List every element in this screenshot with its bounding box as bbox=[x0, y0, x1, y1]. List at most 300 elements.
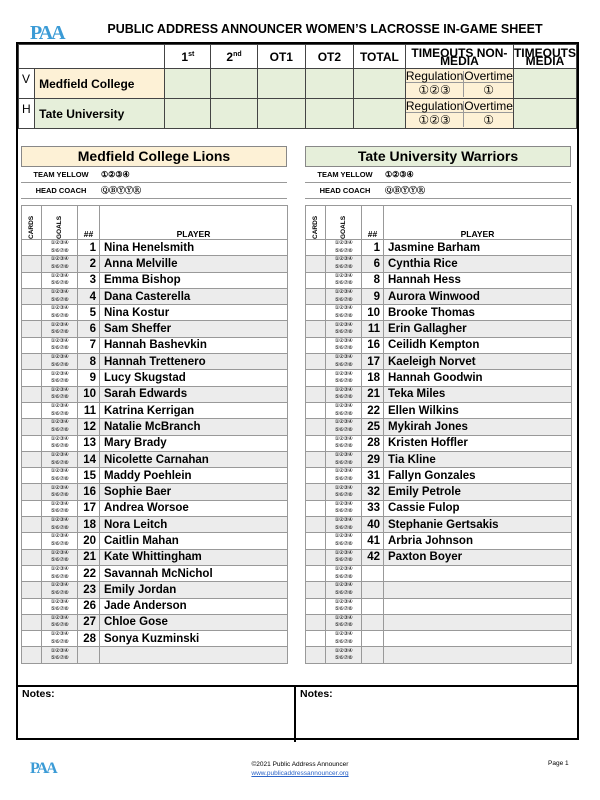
cards-cell[interactable] bbox=[22, 598, 42, 614]
goals-cell[interactable]: ①②③④ ⑤⑥⑦⑧ bbox=[326, 484, 362, 500]
number-header: ## bbox=[78, 206, 100, 240]
player-name: Paxton Boyer bbox=[384, 549, 572, 565]
player-name: Stephanie Gertsakis bbox=[384, 517, 572, 533]
goals-cell[interactable]: ①②③④ ⑤⑥⑦⑧ bbox=[42, 272, 78, 288]
goals-cell[interactable]: ①②③④ ⑤⑥⑦⑧ bbox=[42, 533, 78, 549]
player-name: Cynthia Rice bbox=[384, 256, 572, 272]
player-name: Aurora Winwood bbox=[384, 288, 572, 304]
timeouts-nonmedia-header: TIMEOUTS NON-MEDIA bbox=[405, 45, 513, 69]
goals-cell[interactable]: ①②③④ ⑤⑥⑦⑧ bbox=[326, 354, 362, 370]
cards-cell[interactable] bbox=[22, 468, 42, 484]
goals-cell[interactable]: ①②③④ ⑤⑥⑦⑧ bbox=[42, 354, 78, 370]
table-row bbox=[306, 517, 572, 533]
player-name: Katrina Kerrigan bbox=[100, 402, 288, 418]
cards-cell[interactable] bbox=[22, 451, 42, 467]
goals-cell[interactable]: ①②③④ ⑤⑥⑦⑧ bbox=[326, 419, 362, 435]
player-number: 16 bbox=[78, 484, 100, 500]
table-row bbox=[306, 582, 572, 598]
home-score-1st[interactable] bbox=[165, 99, 211, 129]
player-number: 12 bbox=[78, 419, 100, 435]
cards-cell[interactable] bbox=[22, 240, 42, 256]
cards-cell[interactable] bbox=[22, 614, 42, 630]
player-name: Ellen Wilkins bbox=[384, 402, 572, 418]
player-name bbox=[384, 614, 572, 630]
cards-cell[interactable] bbox=[22, 370, 42, 386]
player-number: 13 bbox=[78, 435, 100, 451]
visitor-score-ot2[interactable] bbox=[305, 69, 353, 99]
goals-cell[interactable]: ①②③④ ⑤⑥⑦⑧ bbox=[326, 386, 362, 402]
home-score-2nd[interactable] bbox=[211, 99, 257, 129]
goals-cell[interactable]: ①②③④ ⑤⑥⑦⑧ bbox=[42, 240, 78, 256]
table-row bbox=[306, 321, 572, 337]
goals-cell[interactable]: ①②③④ ⑤⑥⑦⑧ bbox=[42, 484, 78, 500]
cards-cell[interactable] bbox=[22, 435, 42, 451]
cards-cell[interactable] bbox=[306, 288, 326, 304]
player-number: 8 bbox=[362, 272, 384, 288]
player-number: 41 bbox=[362, 533, 384, 549]
cards-cell[interactable] bbox=[306, 354, 326, 370]
logo: PAA bbox=[30, 22, 64, 44]
player-name: Emma Bishop bbox=[100, 272, 288, 288]
cards-cell[interactable] bbox=[306, 305, 326, 321]
visitor-team-banner: Medfield College Lions bbox=[21, 146, 287, 167]
player-name bbox=[100, 647, 288, 663]
overtime-label: Overtime bbox=[464, 99, 513, 113]
goals-cell[interactable]: ①②③④ ⑤⑥⑦⑧ bbox=[326, 582, 362, 598]
player-name: Hannah Goodwin bbox=[384, 370, 572, 386]
player-name: Cassie Fulop bbox=[384, 500, 572, 516]
team-color-marks[interactable]: ①②③④ bbox=[385, 170, 414, 179]
player-name: Arbria Johnson bbox=[384, 533, 572, 549]
ot1-header: OT1 bbox=[257, 45, 305, 69]
goals-cell[interactable]: ①②③④ ⑤⑥⑦⑧ bbox=[42, 370, 78, 386]
visitor-score-2nd[interactable] bbox=[211, 69, 257, 99]
visitor-notes[interactable]: Notes: bbox=[22, 688, 55, 700]
goals-cell[interactable]: ①②③④ ⑤⑥⑦⑧ bbox=[42, 614, 78, 630]
player-name: Hannah Trettenero bbox=[100, 354, 288, 370]
player-number: 14 bbox=[78, 451, 100, 467]
goals-cell[interactable]: ①②③④ ⑤⑥⑦⑧ bbox=[326, 451, 362, 467]
goals-cell[interactable]: ①②③④ ⑤⑥⑦⑧ bbox=[42, 468, 78, 484]
player-name: Mykirah Jones bbox=[384, 419, 572, 435]
table-row bbox=[306, 533, 572, 549]
goals-cell[interactable]: ①②③④ ⑤⑥⑦⑧ bbox=[326, 288, 362, 304]
overtime-label: Overtime bbox=[464, 69, 513, 83]
regulation-label: Regulation bbox=[405, 69, 464, 83]
home-roster-table bbox=[305, 205, 572, 664]
visitor-roster-panel bbox=[21, 146, 287, 664]
table-row bbox=[22, 386, 288, 402]
table-row bbox=[22, 240, 288, 256]
cards-cell[interactable] bbox=[306, 549, 326, 565]
player-number: 42 bbox=[362, 549, 384, 565]
table-row bbox=[22, 614, 288, 630]
goals-cell[interactable]: ①②③④ ⑤⑥⑦⑧ bbox=[42, 451, 78, 467]
cards-cell[interactable] bbox=[306, 614, 326, 630]
player-number: 10 bbox=[78, 386, 100, 402]
table-row bbox=[22, 451, 288, 467]
cards-cell[interactable] bbox=[306, 582, 326, 598]
player-number: 31 bbox=[362, 468, 384, 484]
cards-cell[interactable] bbox=[22, 256, 42, 272]
table-row bbox=[22, 256, 288, 272]
home-timeouts-media[interactable] bbox=[513, 99, 576, 129]
table-row bbox=[306, 354, 572, 370]
goals-cell[interactable]: ①②③④ ⑤⑥⑦⑧ bbox=[42, 419, 78, 435]
goals-cell[interactable]: ①②③④ ⑤⑥⑦⑧ bbox=[326, 549, 362, 565]
table-row bbox=[306, 256, 572, 272]
table-row bbox=[22, 598, 288, 614]
goals-cell[interactable]: ①②③④ ⑤⑥⑦⑧ bbox=[326, 321, 362, 337]
player-number: 15 bbox=[78, 468, 100, 484]
goals-cell[interactable]: ①②③④ ⑤⑥⑦⑧ bbox=[326, 565, 362, 581]
player-name: Nina Henelsmith bbox=[100, 240, 288, 256]
player-name: Natalie McBranch bbox=[100, 419, 288, 435]
goals-cell[interactable]: ①②③④ ⑤⑥⑦⑧ bbox=[326, 256, 362, 272]
home-notes[interactable]: Notes: bbox=[300, 688, 333, 700]
player-number: 27 bbox=[78, 614, 100, 630]
cards-cell[interactable] bbox=[306, 451, 326, 467]
player-number bbox=[362, 614, 384, 630]
head-coach-marks[interactable]: ⓆⒷⓎⓎⓇ bbox=[385, 186, 425, 195]
player-name: Andrea Worsoe bbox=[100, 500, 288, 516]
team-color-marks[interactable]: ①②③④ bbox=[101, 170, 130, 179]
regulation-label: Regulation bbox=[405, 99, 464, 113]
goals-cell[interactable]: ①②③④ ⑤⑥⑦⑧ bbox=[326, 517, 362, 533]
table-row bbox=[306, 484, 572, 500]
table-row bbox=[22, 517, 288, 533]
cards-cell[interactable] bbox=[22, 337, 42, 353]
visitor-score-total[interactable] bbox=[353, 69, 405, 99]
player-number: 25 bbox=[362, 419, 384, 435]
player-number bbox=[362, 647, 384, 663]
player-number: 23 bbox=[78, 582, 100, 598]
timeouts-media-header: TIMEOUTS MEDIA bbox=[513, 45, 576, 68]
player-name: Jasmine Barham bbox=[384, 240, 572, 256]
cards-cell[interactable] bbox=[306, 647, 326, 663]
player-number: 26 bbox=[78, 598, 100, 614]
cards-cell[interactable] bbox=[306, 533, 326, 549]
player-number: 1 bbox=[78, 240, 100, 256]
player-number bbox=[362, 631, 384, 647]
cards-cell[interactable] bbox=[306, 598, 326, 614]
team-color-label: TEAM YELLOW bbox=[33, 170, 89, 179]
table-row bbox=[22, 419, 288, 435]
table-row bbox=[306, 631, 572, 647]
cards-cell[interactable] bbox=[306, 468, 326, 484]
table-row bbox=[306, 614, 572, 630]
player-number: 10 bbox=[362, 305, 384, 321]
player-name: Kaeleigh Norvet bbox=[384, 354, 572, 370]
player-name bbox=[384, 565, 572, 581]
cards-cell[interactable] bbox=[306, 337, 326, 353]
table-row bbox=[306, 451, 572, 467]
player-name: Sam Sheffer bbox=[100, 321, 288, 337]
player-number: 2 bbox=[78, 256, 100, 272]
player-header: PLAYER bbox=[384, 206, 572, 240]
head-coach-row bbox=[305, 183, 571, 199]
goals-cell[interactable]: ①②③④ ⑤⑥⑦⑧ bbox=[326, 337, 362, 353]
player-number: 6 bbox=[78, 321, 100, 337]
player-number: 21 bbox=[78, 549, 100, 565]
player-number: 11 bbox=[78, 402, 100, 418]
table-row bbox=[22, 435, 288, 451]
goals-cell[interactable]: ①②③④ ⑤⑥⑦⑧ bbox=[42, 435, 78, 451]
table-row bbox=[22, 631, 288, 647]
number-header: ## bbox=[362, 206, 384, 240]
player-name: Brooke Thomas bbox=[384, 305, 572, 321]
visitor-team-name: Medfield College bbox=[35, 69, 165, 99]
goals-cell[interactable]: ①②③④ ⑤⑥⑦⑧ bbox=[326, 240, 362, 256]
goals-cell[interactable]: ①②③④ ⑤⑥⑦⑧ bbox=[326, 533, 362, 549]
player-name: Hannah Hess bbox=[384, 272, 572, 288]
goals-header: GOALS bbox=[42, 206, 78, 240]
score-header-blank bbox=[19, 45, 165, 69]
table-row bbox=[22, 565, 288, 581]
goals-cell[interactable]: ①②③④ ⑤⑥⑦⑧ bbox=[326, 500, 362, 516]
player-number: 9 bbox=[78, 370, 100, 386]
goals-cell[interactable]: ①②③④ ⑤⑥⑦⑧ bbox=[42, 565, 78, 581]
goals-cell[interactable]: ①②③④ ⑤⑥⑦⑧ bbox=[326, 614, 362, 630]
player-name: Ceilidh Kempton bbox=[384, 337, 572, 353]
cards-cell[interactable] bbox=[22, 402, 42, 418]
visitor-roster-table bbox=[21, 205, 288, 664]
table-row bbox=[306, 305, 572, 321]
cards-cell[interactable] bbox=[22, 631, 42, 647]
table-row bbox=[22, 484, 288, 500]
player-number: 9 bbox=[362, 288, 384, 304]
home-score-total[interactable] bbox=[353, 99, 405, 129]
goals-cell[interactable]: ①②③④ ⑤⑥⑦⑧ bbox=[42, 288, 78, 304]
period-1-header: 1st bbox=[165, 45, 211, 69]
player-number bbox=[362, 582, 384, 598]
cards-cell[interactable] bbox=[306, 435, 326, 451]
cards-cell[interactable] bbox=[22, 321, 42, 337]
goals-cell[interactable]: ①②③④ ⑤⑥⑦⑧ bbox=[326, 598, 362, 614]
cards-cell[interactable] bbox=[306, 240, 326, 256]
player-name: Sonya Kuzminski bbox=[100, 631, 288, 647]
player-number: 28 bbox=[362, 435, 384, 451]
player-number: 33 bbox=[362, 500, 384, 516]
team-color-label: TEAM YELLOW bbox=[317, 170, 373, 179]
roster-header-row bbox=[306, 206, 572, 240]
cards-cell[interactable] bbox=[306, 631, 326, 647]
home-score-ot1[interactable] bbox=[257, 99, 305, 129]
table-row bbox=[306, 288, 572, 304]
cards-cell[interactable] bbox=[306, 402, 326, 418]
table-row bbox=[306, 565, 572, 581]
player-number: 4 bbox=[78, 288, 100, 304]
head-coach-label: HEAD COACH bbox=[319, 186, 371, 195]
player-name: Nina Kostur bbox=[100, 305, 288, 321]
goals-cell[interactable]: ①②③④ ⑤⑥⑦⑧ bbox=[326, 435, 362, 451]
goals-cell[interactable]: ①②③④ ⑤⑥⑦⑧ bbox=[326, 272, 362, 288]
head-coach-marks[interactable]: ⓆⒷⓎⓎⓇ bbox=[101, 186, 141, 195]
goals-cell[interactable]: ①②③④ ⑤⑥⑦⑧ bbox=[326, 468, 362, 484]
visitor-timeouts-media[interactable] bbox=[513, 69, 576, 99]
player-number: 5 bbox=[78, 305, 100, 321]
goals-cell[interactable]: ①②③④ ⑤⑥⑦⑧ bbox=[42, 386, 78, 402]
cards-cell[interactable] bbox=[22, 533, 42, 549]
player-name: Sarah Edwards bbox=[100, 386, 288, 402]
website-link[interactable]: www.publicaddressannouncer.org bbox=[251, 770, 349, 777]
goals-cell[interactable]: ①②③④ ⑤⑥⑦⑧ bbox=[326, 370, 362, 386]
player-name: Maddy Poehlein bbox=[100, 468, 288, 484]
player-name: Kristen Hoffler bbox=[384, 435, 572, 451]
cards-cell[interactable] bbox=[306, 256, 326, 272]
goals-cell[interactable]: ①②③④ ⑤⑥⑦⑧ bbox=[42, 402, 78, 418]
footer bbox=[190, 760, 410, 778]
cards-cell[interactable] bbox=[306, 272, 326, 288]
copyright: ©2021 Public Address Announcer bbox=[251, 761, 349, 768]
cards-cell[interactable] bbox=[306, 370, 326, 386]
overtime-timeout-marks[interactable]: ① bbox=[483, 112, 494, 127]
goals-cell[interactable]: ①②③④ ⑤⑥⑦⑧ bbox=[326, 631, 362, 647]
overtime-timeout-marks[interactable]: ① bbox=[483, 82, 494, 97]
table-row bbox=[306, 419, 572, 435]
player-number bbox=[362, 598, 384, 614]
cards-cell[interactable] bbox=[22, 565, 42, 581]
table-row bbox=[306, 402, 572, 418]
player-name: Kate Whittingham bbox=[100, 549, 288, 565]
player-name: Nicolette Carnahan bbox=[100, 451, 288, 467]
player-name: Tia Kline bbox=[384, 451, 572, 467]
cards-cell[interactable] bbox=[22, 500, 42, 516]
player-name: Emily Petrole bbox=[384, 484, 572, 500]
table-row bbox=[306, 435, 572, 451]
player-number: 32 bbox=[362, 484, 384, 500]
player-name: Anna Melville bbox=[100, 256, 288, 272]
home-marker: H bbox=[19, 99, 35, 129]
footer-logo: PAA bbox=[30, 760, 56, 777]
player-name bbox=[384, 598, 572, 614]
cards-cell[interactable] bbox=[306, 500, 326, 516]
player-number: 18 bbox=[78, 517, 100, 533]
table-row bbox=[22, 468, 288, 484]
goals-cell[interactable]: ①②③④ ⑤⑥⑦⑧ bbox=[42, 337, 78, 353]
player-name: Teka Miles bbox=[384, 386, 572, 402]
table-row bbox=[306, 468, 572, 484]
cards-cell[interactable] bbox=[22, 647, 42, 663]
cards-cell[interactable] bbox=[22, 386, 42, 402]
player-name: Erin Gallagher bbox=[384, 321, 572, 337]
goals-cell[interactable]: ①②③④ ⑤⑥⑦⑧ bbox=[326, 647, 362, 663]
goals-cell[interactable]: ①②③④ ⑤⑥⑦⑧ bbox=[42, 549, 78, 565]
cards-cell[interactable] bbox=[306, 517, 326, 533]
goals-cell[interactable]: ①②③④ ⑤⑥⑦⑧ bbox=[326, 305, 362, 321]
cards-cell[interactable] bbox=[22, 549, 42, 565]
player-number: 1 bbox=[362, 240, 384, 256]
cards-cell[interactable] bbox=[22, 272, 42, 288]
table-row bbox=[22, 500, 288, 516]
cards-header: CARDS bbox=[306, 206, 326, 240]
table-row bbox=[22, 549, 288, 565]
player-number: 22 bbox=[362, 402, 384, 418]
player-name: Dana Casterella bbox=[100, 288, 288, 304]
table-row bbox=[22, 305, 288, 321]
cards-cell[interactable] bbox=[306, 386, 326, 402]
home-roster-panel bbox=[305, 146, 571, 664]
table-row bbox=[22, 582, 288, 598]
home-score-ot2[interactable] bbox=[305, 99, 353, 129]
cards-cell[interactable] bbox=[22, 517, 42, 533]
cards-cell[interactable] bbox=[22, 419, 42, 435]
player-number: 8 bbox=[78, 354, 100, 370]
player-name: Lucy Skugstad bbox=[100, 370, 288, 386]
table-row bbox=[306, 500, 572, 516]
player-number: 16 bbox=[362, 337, 384, 353]
table-row bbox=[306, 386, 572, 402]
player-name: Sophie Baer bbox=[100, 484, 288, 500]
player-name: Jade Anderson bbox=[100, 598, 288, 614]
player-number: 17 bbox=[78, 500, 100, 516]
table-row bbox=[22, 370, 288, 386]
goals-cell[interactable]: ①②③④ ⑤⑥⑦⑧ bbox=[42, 517, 78, 533]
table-row bbox=[306, 240, 572, 256]
table-row bbox=[22, 321, 288, 337]
goals-cell[interactable]: ①②③④ ⑤⑥⑦⑧ bbox=[42, 256, 78, 272]
table-row bbox=[22, 337, 288, 353]
cards-cell[interactable] bbox=[22, 484, 42, 500]
cards-cell[interactable] bbox=[306, 484, 326, 500]
table-row bbox=[22, 272, 288, 288]
table-row bbox=[306, 370, 572, 386]
goals-cell[interactable]: ①②③④ ⑤⑥⑦⑧ bbox=[326, 402, 362, 418]
player-number: 11 bbox=[362, 321, 384, 337]
roster-header-row bbox=[22, 206, 288, 240]
player-name bbox=[384, 631, 572, 647]
cards-cell[interactable] bbox=[306, 419, 326, 435]
player-name bbox=[384, 582, 572, 598]
player-name bbox=[384, 647, 572, 663]
ot2-header: OT2 bbox=[305, 45, 353, 69]
goals-cell[interactable]: ①②③④ ⑤⑥⑦⑧ bbox=[42, 500, 78, 516]
table-row bbox=[306, 598, 572, 614]
cards-cell[interactable] bbox=[306, 565, 326, 581]
cards-cell[interactable] bbox=[22, 582, 42, 598]
player-number: 6 bbox=[362, 256, 384, 272]
player-name: Savannah McNichol bbox=[100, 565, 288, 581]
goals-cell[interactable]: ①②③④ ⑤⑥⑦⑧ bbox=[42, 647, 78, 663]
player-name: Caitlin Mahan bbox=[100, 533, 288, 549]
player-number: 7 bbox=[78, 337, 100, 353]
table-row bbox=[22, 288, 288, 304]
cards-cell[interactable] bbox=[22, 305, 42, 321]
head-coach-label: HEAD COACH bbox=[35, 186, 87, 195]
goals-cell[interactable]: ①②③④ ⑤⑥⑦⑧ bbox=[42, 321, 78, 337]
visitor-score-1st[interactable] bbox=[165, 69, 211, 99]
total-header: TOTAL bbox=[353, 45, 405, 69]
player-number: 21 bbox=[362, 386, 384, 402]
cards-cell[interactable] bbox=[306, 321, 326, 337]
cards-cell[interactable] bbox=[22, 354, 42, 370]
goals-cell[interactable]: ①②③④ ⑤⑥⑦⑧ bbox=[42, 305, 78, 321]
player-number: 29 bbox=[362, 451, 384, 467]
goals-cell[interactable]: ①②③④ ⑤⑥⑦⑧ bbox=[42, 582, 78, 598]
player-name: Mary Brady bbox=[100, 435, 288, 451]
visitor-marker: V bbox=[19, 69, 35, 99]
player-number bbox=[78, 647, 100, 663]
regulation-timeout-marks[interactable]: ①②③ bbox=[406, 82, 464, 97]
visitor-score-ot1[interactable] bbox=[257, 69, 305, 99]
goals-cell[interactable]: ①②③④ ⑤⑥⑦⑧ bbox=[42, 631, 78, 647]
regulation-timeout-marks[interactable]: ①②③ bbox=[406, 112, 464, 127]
player-number: 17 bbox=[362, 354, 384, 370]
player-name: Hannah Bashevkin bbox=[100, 337, 288, 353]
cards-cell[interactable] bbox=[22, 288, 42, 304]
goals-cell[interactable]: ①②③④ ⑤⑥⑦⑧ bbox=[42, 598, 78, 614]
score-table bbox=[18, 44, 577, 129]
